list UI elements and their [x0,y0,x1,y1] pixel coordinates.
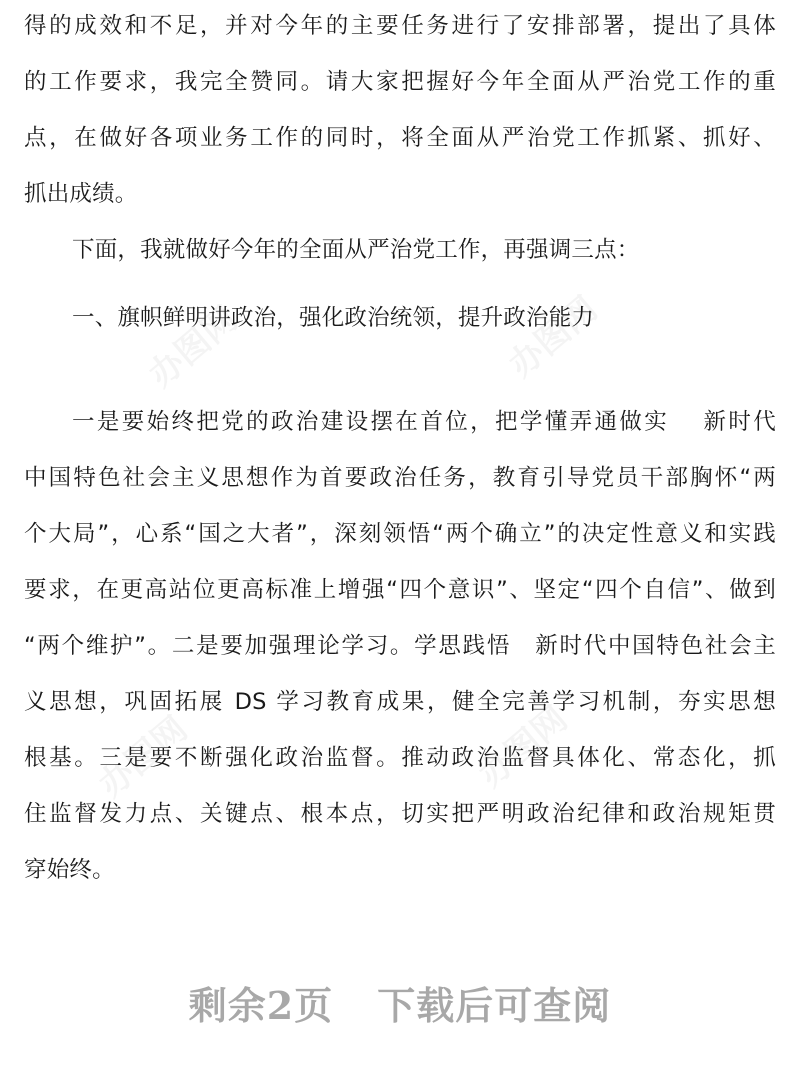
watermark: 办图网 [91,709,196,806]
watermark: 办图网 [141,299,246,396]
paragraph-line: 中国特色社会主义思想作为首要政治任务，教育引导党员干部胸怀“两 [24,465,776,491]
paragraph-line: 的工作要求，我完全赞同。请大家把握好今年全面从严治党工作的重 [24,69,776,95]
paragraph-line: 下面，我就做好今年的全面从严治党工作，再强调三点： [72,237,640,263]
paragraph-line: 一是要始终把党的政治建设摆在首位，把学懂弄通做实 新时代 [72,409,776,435]
paragraph-line: 要求，在更高站位更高标准上增强“四个意识”、坚定“四个自信”、做到 [24,577,776,603]
watermark: 办图网 [501,289,606,386]
paragraph-line: 义思想，巩固拓展 DS 学习教育成果，健全完善学习机制，夯实思想 [24,689,776,715]
remaining-pages-notice[interactable] [0,975,800,1030]
download-hint-text: 下载后可查阅 [377,983,612,1028]
paragraph-line: 抓出成绩。 [24,181,138,207]
paragraph-line: 得的成效和不足，并对今年的主要任务进行了安排部署，提出了具体 [24,13,776,39]
paragraph-line: 个大局”，心系“国之大者”，深刻领悟“两个确立”的决定性意义和实践 [24,521,776,547]
paragraph-line: 住监督发力点、关键点、根本点，切实把严明政治纪律和政治规矩贯 [24,801,776,827]
paragraph-line: 穿始终。 [24,857,115,883]
watermark: 办图网 [471,699,576,796]
paragraph-line: 根基。三是要不断强化政治监督。推动政治监督具体化、常态化，抓 [24,745,776,771]
section-heading: 一、旗帜鲜明讲政治，强化政治统领，提升政治能力 [72,305,595,331]
paragraph-line: “两个维护”。二是要加强理论学习。学思践悟 新时代中国特色社会主 [24,633,776,659]
paragraph-line: 点，在做好各项业务工作的同时，将全面从严治党工作抓紧、抓好、 [24,125,776,151]
remaining-pages-text: 剩余2页 [188,983,334,1028]
